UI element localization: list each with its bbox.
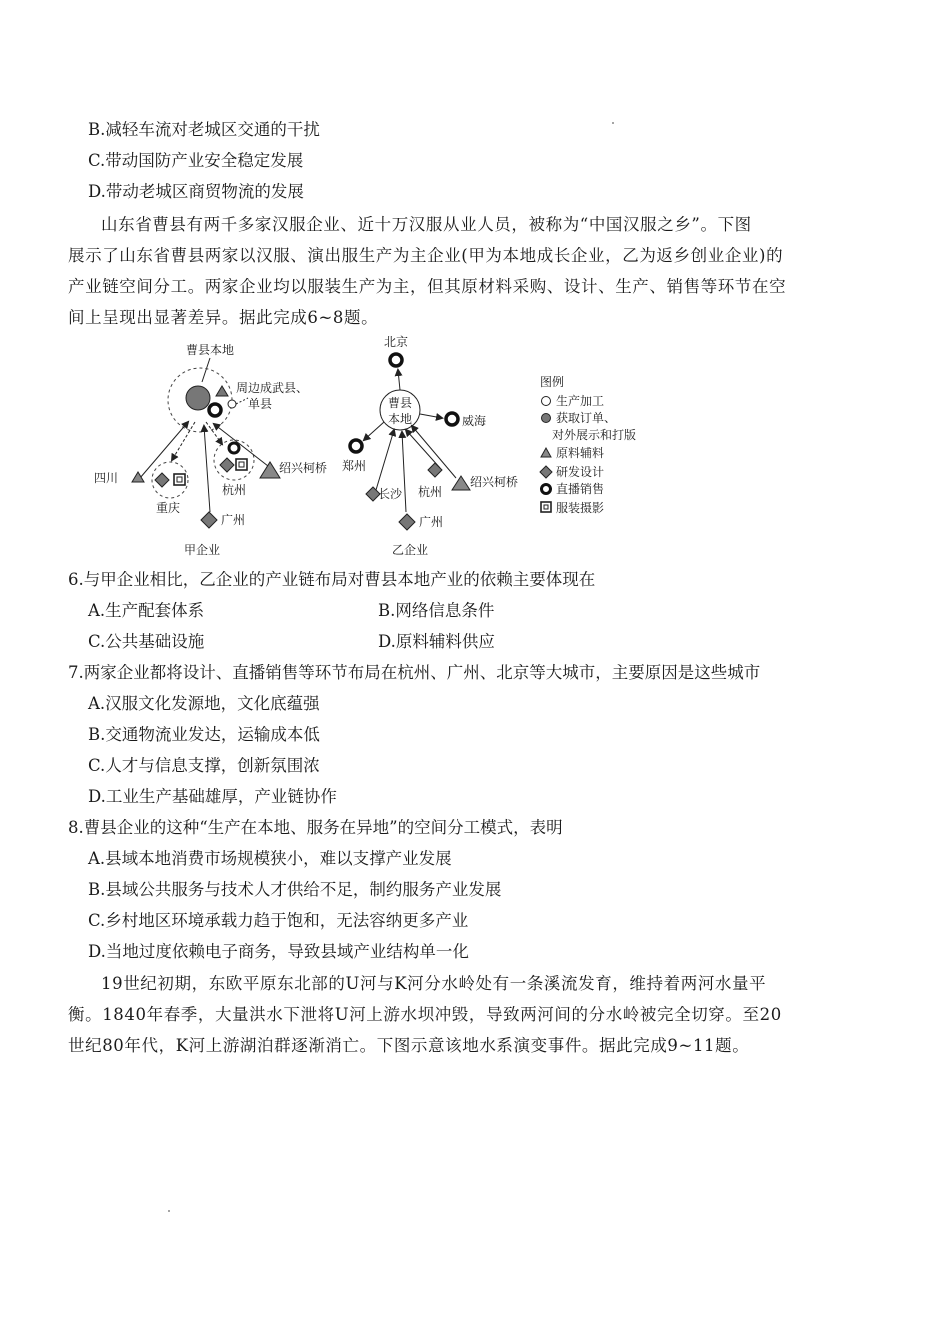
b-beijing-livestream-icon <box>390 354 402 366</box>
legend-design-icon <box>540 466 552 478</box>
a-hangzhou-design-icon <box>220 458 234 472</box>
b-caption: 乙企业 <box>392 543 429 557</box>
q7-option-d: D.工业生产基础雄厚，产业链协作 <box>88 787 337 806</box>
a-hangzhou-livestream-icon <box>229 443 239 453</box>
q7-option-b: B.交通物流业发达，运输成本低 <box>88 725 320 744</box>
q6-option-d: D.原料辅料供应 <box>378 632 495 651</box>
a-order-icon <box>186 386 210 410</box>
scan-speck <box>612 122 614 124</box>
q8-option-a: A.县域本地消费市场规模狭小，难以支撑产业发展 <box>88 849 452 868</box>
intro-1-line-4: 间上呈现出显著差异。据此完成6~8题。 <box>68 308 379 327</box>
legend-material: 原料辅料 <box>556 446 605 460</box>
b-shaoxing-label: 绍兴柯桥 <box>470 475 519 489</box>
legend-design: 研发设计 <box>556 465 605 479</box>
q8-option-c: C.乡村地区环境承载力趋于饱和，无法容纳更多产业 <box>88 911 469 930</box>
legend-production-icon <box>542 397 551 406</box>
legend-order-2: 对外展示和打版 <box>552 428 637 442</box>
a-center-label: 曹县本地 <box>186 343 235 357</box>
legend-order: 获取订单、 <box>556 411 617 425</box>
intro-2-line-2: 衡。1840年春季，大量洪水下泄将U河上游水坝冲毁，导致两河间的分水岭被完全切穿。至20 <box>68 1005 782 1024</box>
b-guangzhou-label: 广州 <box>419 515 444 529</box>
q8-option-b: B.县域公共服务与技术人才供给不足，制约服务产业发展 <box>88 880 502 899</box>
intro-1-line-3: 产业链空间分工。两家企业均以服装生产为主，但其原材料采购、设计、生产、销售等环节在空 <box>68 277 787 296</box>
legend <box>540 374 636 515</box>
q6-option-b: B.网络信息条件 <box>378 601 495 620</box>
b-center-line-1: 曹县 <box>388 396 413 410</box>
q6-stem: 6.与甲企业相比，乙企业的产业链布局对曹县本地产业的依赖主要体现在 <box>68 570 596 589</box>
a-material-icon <box>216 386 228 396</box>
legend-order-icon <box>542 414 551 423</box>
b-changsha-label: 长沙 <box>378 487 403 501</box>
a-sichuan-label: 四川 <box>94 471 119 485</box>
prev-option-c: C.带动国防产业安全稳定发展 <box>88 151 304 170</box>
legend-production: 生产加工 <box>556 394 605 408</box>
a-shaoxing-label: 绍兴柯桥 <box>279 461 328 475</box>
q7-option-a: A.汉服文化发源地，文化底蕴强 <box>88 694 320 713</box>
intro-2-line-1: 19世纪初期，东欧平原东北部的U河与K河分水岭处有一条溪流发育，维持着两河水量平 <box>101 974 767 993</box>
q7-stem: 7.两家企业都将设计、直播销售等环节布局在杭州、广州、北京等大城市，主要原因是这些城市 <box>68 663 761 682</box>
a-guangzhou-design-icon <box>201 512 217 528</box>
intro-paragraph-1 <box>68 209 852 333</box>
legend-livestream-icon <box>542 485 551 494</box>
b-weihai-label: 威海 <box>462 414 487 428</box>
b-weihai-livestream-icon <box>446 413 458 425</box>
a-chongqing-design-icon <box>155 473 169 487</box>
a-sichuan-material-icon <box>132 472 144 482</box>
q7-option-c: C.人才与信息支撑，创新氛围浓 <box>88 756 320 775</box>
a-production-icon <box>228 400 236 408</box>
prev-option-d: D.带动老城区商贸物流的发展 <box>88 182 304 201</box>
q6-option-c: C.公共基础设施 <box>88 632 205 651</box>
a-shaoxing-material-icon <box>260 462 280 478</box>
intro-1-line-1: 山东省曹县有两千多家汉服企业、近十万汉服从业人员，被称为“中国汉服之乡”。下图 <box>101 215 752 234</box>
b-zhengzhou-livestream-icon <box>350 440 362 452</box>
b-hangzhou-label: 杭州 <box>418 485 443 499</box>
legend-title: 图例 <box>540 375 565 389</box>
intro-paragraph-2 <box>68 968 852 1061</box>
b-beijing-label: 北京 <box>384 335 409 349</box>
intro-2-line-3: 世纪80年代，K河上游湖泊群逐渐消亡。下图示意该地水系演变事件。据此完成9~11题。 <box>68 1036 750 1055</box>
b-shaoxing-material-icon <box>452 476 470 490</box>
b-guangzhou-design-icon <box>399 514 415 530</box>
q6-option-a: A.生产配套体系 <box>88 601 205 620</box>
a-livestream-icon <box>209 404 221 416</box>
scan-speck <box>168 1210 170 1212</box>
a-guangzhou-label: 广州 <box>221 513 246 527</box>
a-caption: 甲企业 <box>184 543 221 557</box>
a-chongqing-label: 重庆 <box>156 501 181 515</box>
legend-livestream: 直播销售 <box>556 482 605 496</box>
intro-1-line-2: 展示了山东省曹县两家以汉服、演出服生产为主企业(甲为本地成长企业，乙为返乡创业企业)的 <box>68 246 784 265</box>
b-hangzhou-design-icon <box>428 463 442 477</box>
enterprise-b-diagram <box>342 334 518 557</box>
b-center-line-2: 本地 <box>388 412 413 426</box>
legend-photo: 服装摄影 <box>556 501 605 515</box>
enterprise-a-diagram <box>94 342 327 557</box>
legend-material-icon <box>541 448 551 457</box>
q8-stem: 8.曹县企业的这种“生产在本地、服务在异地”的空间分工模式，表明 <box>68 818 563 837</box>
industry-chain-figure <box>0 330 950 562</box>
a-neighbor-label: 周边成武县、 <box>236 381 309 395</box>
prev-option-b: B.减轻车流对老城区交通的干扰 <box>88 120 320 139</box>
a-neighbor-label-2: 单县 <box>248 397 273 411</box>
a-hangzhou-label: 杭州 <box>222 483 247 497</box>
b-zhengzhou-label: 郑州 <box>342 459 367 473</box>
q8-option-d: D.当地过度依赖电子商务，导致县域产业结构单一化 <box>88 942 469 961</box>
